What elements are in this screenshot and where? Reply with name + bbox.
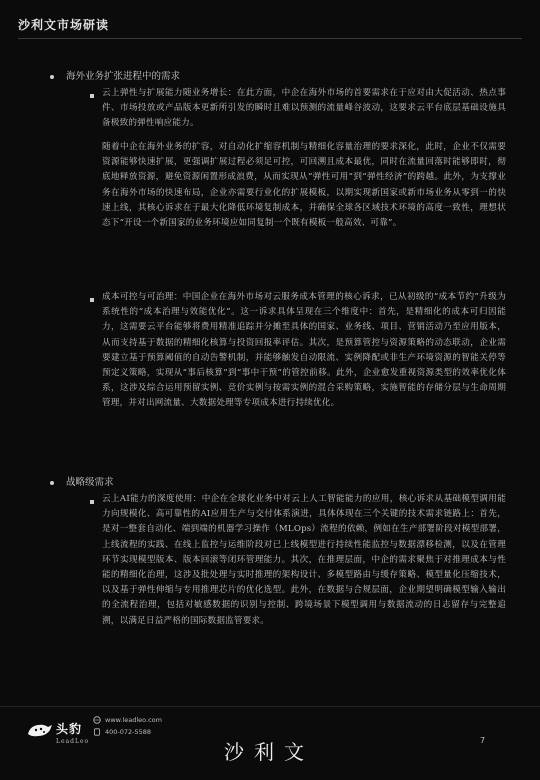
- bullet-square-icon: [90, 298, 94, 302]
- footer-divider: [0, 706, 540, 707]
- leopard-logo-icon: [26, 720, 54, 740]
- phone-number: 400-072-5588: [105, 728, 152, 736]
- brand-logo-text: 头豹: [56, 722, 83, 736]
- bullet-dot-icon: [50, 75, 54, 79]
- section-heading-text: 海外业务扩张进程中的需求: [66, 71, 181, 82]
- paragraph-cost-governance: 成本可控与可治理：中国企业在海外市场对云服务成本管理的核心诉求，已从初级的“成本节约”升级为系统性的“成本治理与效能优化”。这一诉求具体呈现在三个维度中：首先，是精细化的成本可归因能力，这需要云平台能够将费用精准追踪并分摊至具体的国家、业务线、项目、营销活动乃至应用版本，从而支持基于数据的精细化核算与投资回报率评估。其次，是预算管控与资源策略的动态联动，企业需要建立基于预算阈值的自动告警机制，并能够触发自动限流、实例降配或非生产环境资源的智能关停等预定义策略，实现从“事后核算”到“事中干预”的管控前移。此外，企业愈发重视资源类型的效率优化体系，这涉及综合运用预留实例、竞价实例与按需实例的混合采购策略，实施智能的存储分层与生命周期管理，并对出网流量、大数据处理等专项成本进行持续优化。: [102, 292, 506, 409]
- paragraph-elasticity: 云上弹性与扩展能力随业务增长：在此方面，中企在海外市场的首要需求在于应对由大促活动、热点事件、市场投放或产品版本更新所引发的瞬时且难以预测的流量峰谷波动，这要求云平台底层基础设施具备极致的弹性响应能力。: [102, 88, 506, 129]
- header-divider: [18, 38, 522, 39]
- footer-center-brand: 沙利文: [224, 740, 314, 764]
- phone-icon: [92, 728, 102, 736]
- header-title: 沙利文市场研读: [18, 18, 110, 32]
- brand-logo-sub: LeadLeo: [56, 738, 90, 745]
- bullet-square-icon: [90, 500, 94, 504]
- section-heading-strategic: [50, 474, 114, 488]
- bullet-square-icon: [90, 94, 94, 98]
- bullet-dot-icon: [50, 481, 54, 485]
- paragraph-ai-capability: 云上AI能力的深度使用：中企在全球化业务中对云上人工智能能力的应用，核心诉求从基础模型调用能力向规模化、高可靠性的AI应用生产与交付体系演进，具体体现在三个关键的技术需求链路上：首先，是对一整套自动化、端到端的机器学习操作（MLOps）流程的依赖，例如在生产部署阶段对模型部署，上线流程的实践、在线上监控与运维阶段对已上线模型进行持续性能监控与数据漂移检测，以及在管理环节实现模型版本、版本回滚等闭环管理能力。其次，在推理层面，中企的需求聚焦于对推理成本与性能的精细化治理，这涉及批处理与实时推理的架构设计、多模型路由与缓存策略、模型量化压缩技术，以及基于弹性伸缩与专用推理芯片的优化选型。此外，在数据与合规层面，企业期望明确模型输入输出的全流程治理，包括对敏感数据的识别与控制、跨境场景下模型调用与数据流动的日志留存与完整追溯，以满足日益严格的国际数据监管要求。: [102, 494, 506, 626]
- website-link[interactable]: www.leadleo.com: [105, 716, 162, 724]
- section-heading-text: 战略级需求: [66, 477, 114, 488]
- section-heading-expansion: [50, 68, 180, 82]
- contact-info: [92, 714, 162, 738]
- paragraph-elasticity-detail: 随着中企在海外业务的扩容，对自动化扩缩容机制与精细化容量治理的要求深化，此时，企业不仅需要资源能够快速扩展，更强调扩展过程必须足可控，可回溯且成本最优，同时在流量回落时能够即时，彻底地释放资源，避免资源闲置形成浪费，从而实现从“弹性可用”到“弹性经济”的跨越。此外，为支撑业务在海外市场的快速布局，企业亦需要行业化的扩展模板，以期实现新国家或新市场业务从零到一的快速上线，其核心诉求在于最大化降低环境复制成本，并确保全球各区域技术环境的高度一致性，理想状态下“开设一个新国家的业务环境应如同复制一个既有模板一般高效、可靠”。: [102, 142, 506, 229]
- globe-icon: [92, 716, 102, 724]
- page-number: 7: [480, 736, 486, 745]
